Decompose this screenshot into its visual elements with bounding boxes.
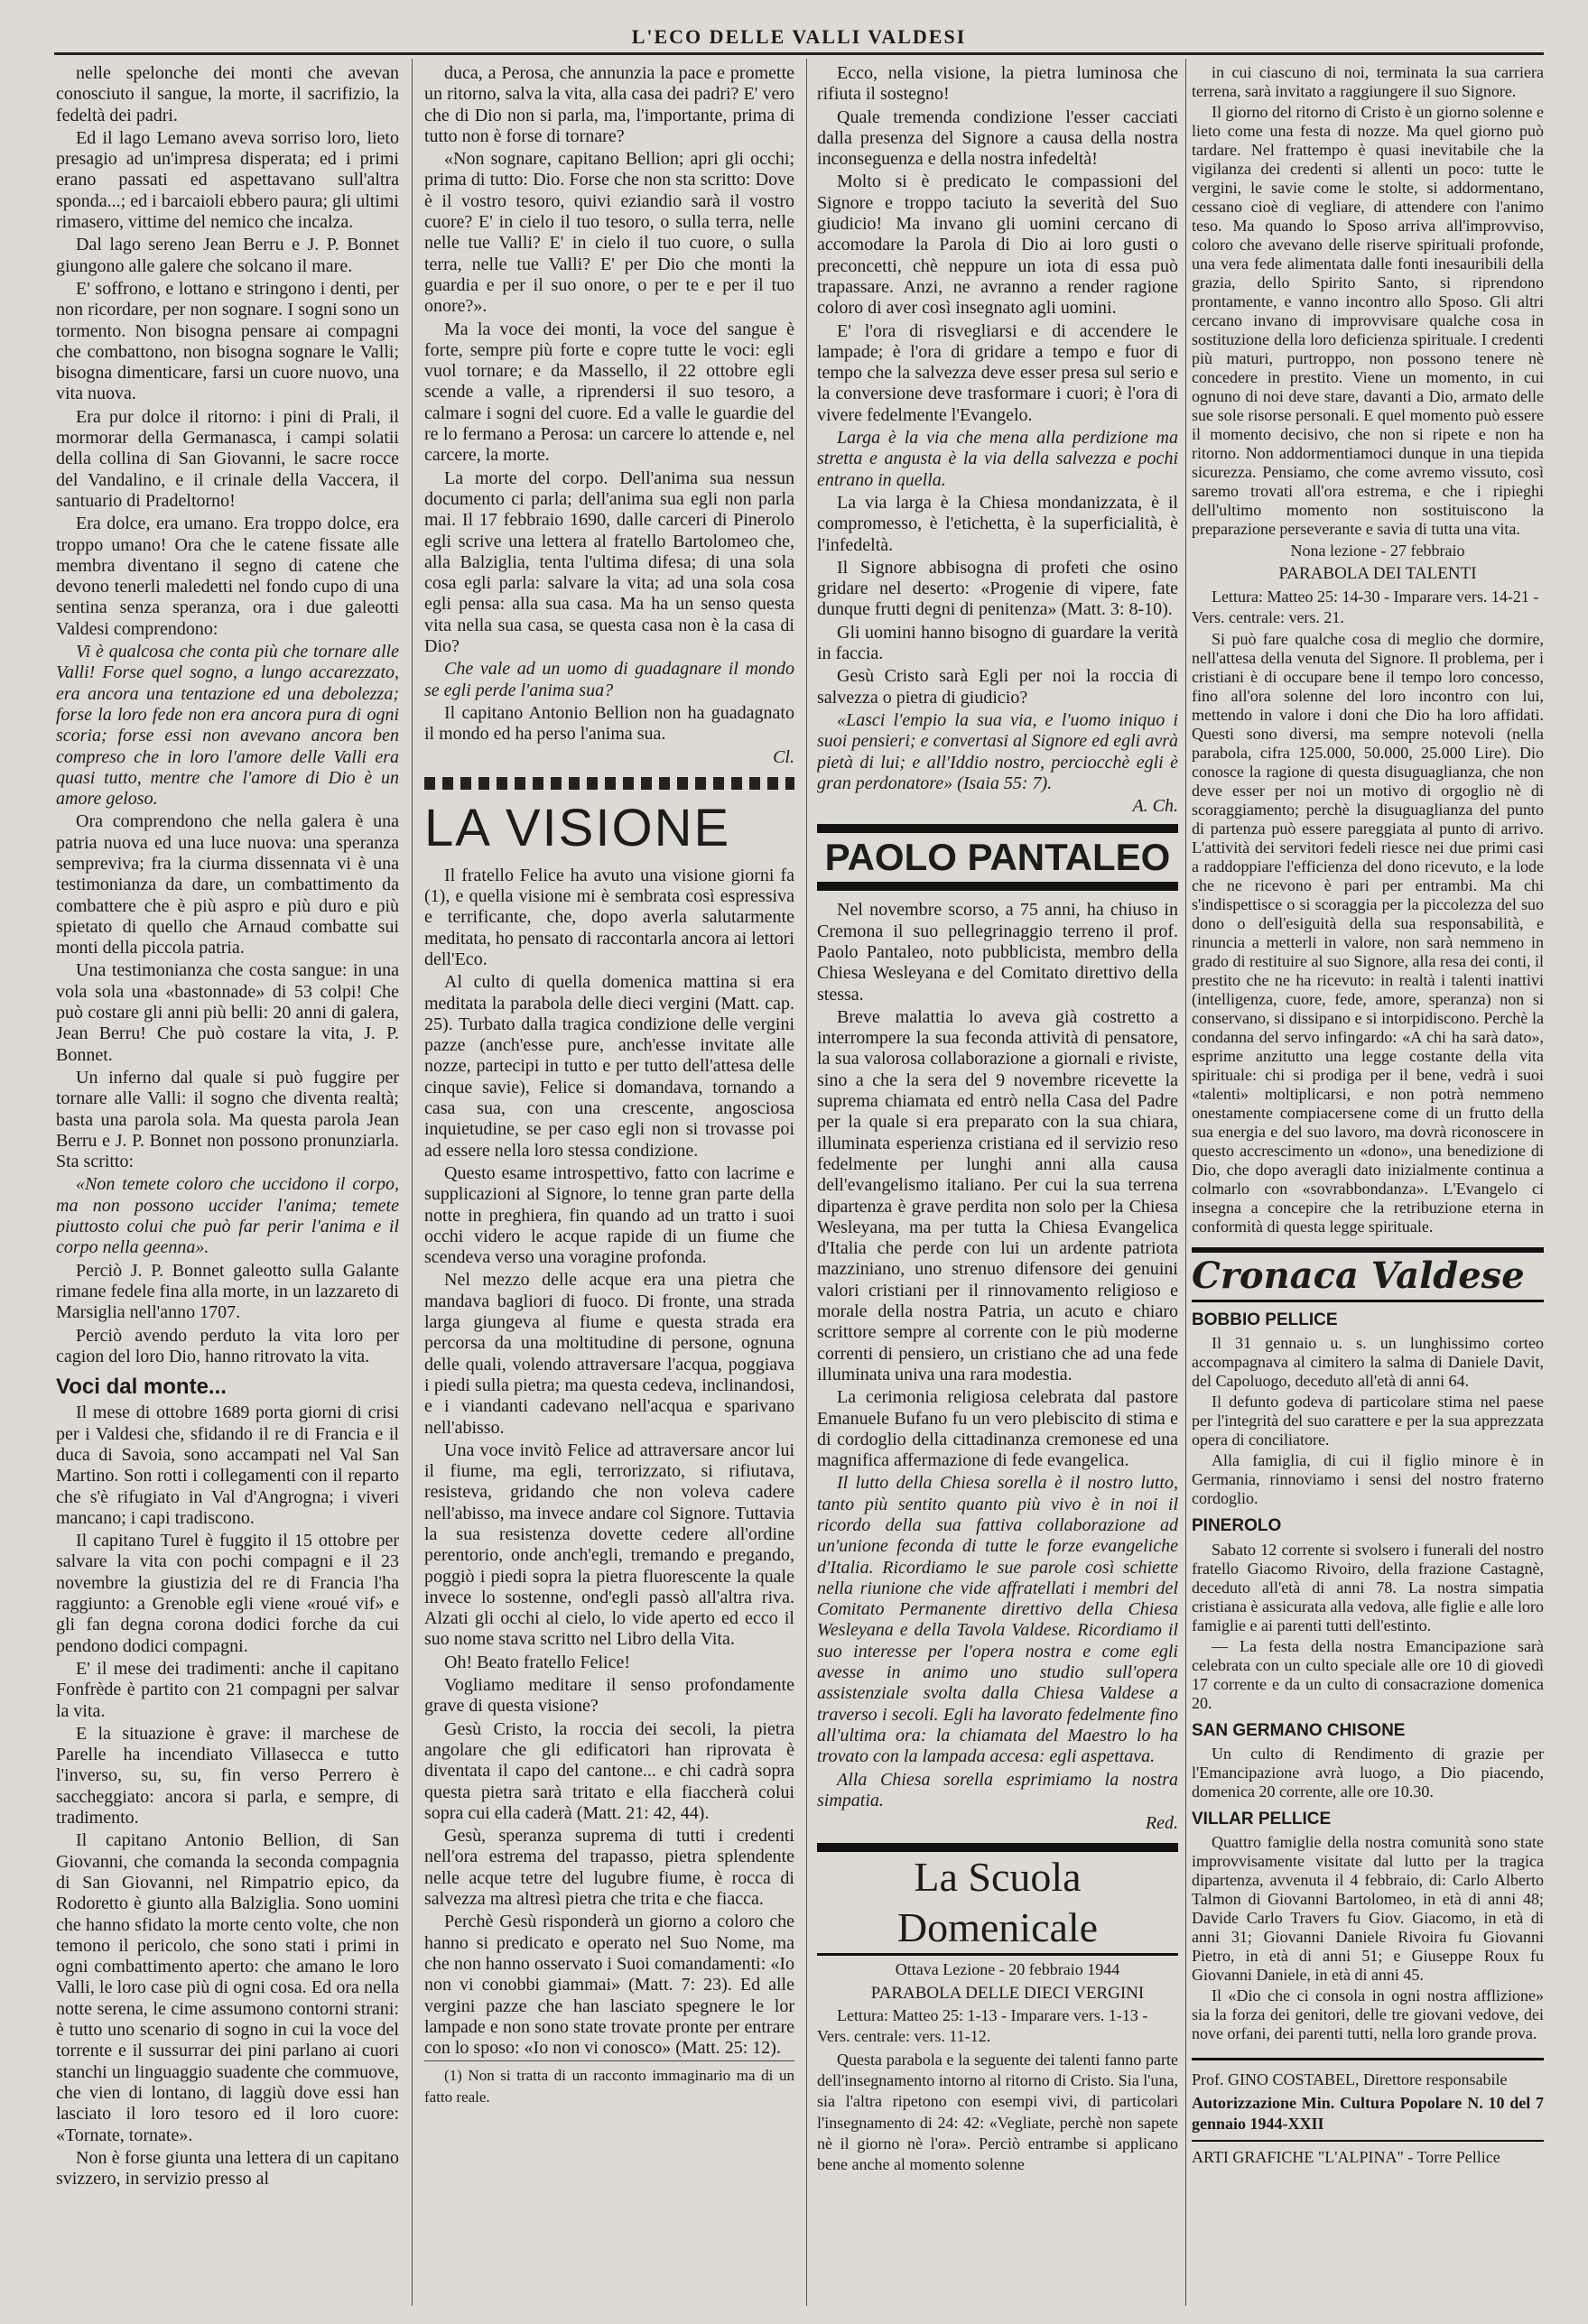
paragraph: Il capitano Antonio Bellion non ha guadagnato il mondo ed ha perso l'anima sua. xyxy=(424,702,794,745)
column-3 xyxy=(817,63,1178,2301)
paragraph: Breve malattia lo aveva già costretto a interrompere la sua feconda attività di pensatore, la sua valorosa collaborazione a giornali e riviste, sino a che la sera del 9 novembre ricevette la suprema chiamata ed entrò nella Casa del Padre per la quale si era preparato con la sua chiara, illuminata esperienza cristiana ed il servizio reso fedelmente per lunghi anni alla causa dell'evangelismo italiano. Per cui la sua terrena dipartenza è grave perdita non solo per la Chiesa Wesleyana, ma per tutta la Chiesa Evangelica d'Italia che perde con lui un ardente patriota mazziniano, uno strenuo difensore dei genuini valori cristiani per il rinnovamento religioso e morale della nostra Patria, un acuto e chiaro scrittore sempre al corrente con le più moderne correnti di pensiero, un cristiano che ad una fede illuminata univa una rara modestia. xyxy=(817,1006,1178,1384)
footnote: (1) Non si tratta di un racconto immaginario ma di un fatto reale. xyxy=(424,2060,794,2107)
printer-line: ARTI GRAFICHE "L'ALPINA" - Torre Pellice xyxy=(1192,2140,1544,2168)
paragraph: duca, a Perosa, che annunzia la pace e promette un ritorno, salva la vita, alla casa dei padri? E' vero che di Dio non si parla, ma, l'importante, prima di tutto non è forse di tornare? xyxy=(424,63,794,146)
quote: Larga è la via che mena alla perdizione ma stretta e angusta è la via della salvezza e pochi entrano in quella. xyxy=(817,428,1178,490)
paragraph: Alla famiglia, di cui il figlio minore è in Germania, rinnoviamo i sensi del nostro fraterno cordoglio. xyxy=(1192,1451,1544,1508)
paragraph: Ecco, nella visione, la pietra luminosa che rifiuta il sostegno! xyxy=(817,63,1178,105)
paragraph: Nel novembre scorso, a 75 anni, ha chiuso in Cremona il suo pellegrinaggio terreno il prof. Paolo Pantaleo, noto pubblicista, membro della Chiesa Wesleyana e del Comitato direttivo della stessa. xyxy=(817,900,1178,1005)
paragraph: E' l'ora di risvegliarsi e di accendere le lampade; è l'ora di gridare a tempo e fuor di tempo che la salvezza deve esser presa sul serio e la conversione deve trasformare i cuori; è l'ora di vivere fedelmente l'Evangelo. xyxy=(817,320,1178,425)
column-divider xyxy=(1185,59,1186,2306)
paragraph: Ed il lago Lemano aveva sorriso loro, lieto presagio ad un'impresa disperata; ed i primi erano passati ed aspettavano sull'altra sponda...; ed i barcaioli ebbero paura; gli ultimi rimasero, vittime del nemico che incalza. xyxy=(56,127,399,233)
signature: Red. xyxy=(1145,1813,1178,1834)
signature: A. Ch. xyxy=(1132,796,1178,817)
paragraph: Perciò avendo perduto la vita loro per cagion del loro Dio, hanno ritrovato la vita. xyxy=(56,1325,399,1366)
paragraph: Un inferno dal quale si può fuggire per tornare alle Valli: il sogno che diventa realtà; basta una parola sola. Ma questa parola Jean Berru e J. P. Bonnet non possono pronunziarla. Sta scritto: xyxy=(56,1067,399,1172)
paragraph: Una testimonianza che costa sangue: in una vola sola una «bastonnade» di 53 colpi! Che può costare gli anni più belli: 20 anni di galera, Jean Berru! Che può costare la vita, J. P. Bonnet. xyxy=(56,960,399,1065)
reading-line: Lettura: Matteo 25: 1-13 - Imparare vers. 1-13 - Vers. centrale: vers. 11-12. xyxy=(817,2006,1148,2046)
colophon xyxy=(1192,2058,1544,2168)
director-line: Prof. GINO COSTABEL, Direttore responsabile xyxy=(1192,2070,1508,2089)
lesson-subtitle: Ottava Lezione - 20 febbraio 1944 xyxy=(895,1960,1120,1979)
quote: Che vale ad un uomo di guadagnare il mondo se egli perde l'anima sua? xyxy=(424,659,794,700)
paragraph: Gesù, speranza suprema di tutti i credenti nell'ora estrema del trapasso, pietra splendente nelle acque tetre del lugubre fiume, è rocca di salvezza ma altresì pietra che trita e che fiacca. xyxy=(424,1826,794,1910)
paragraph: Quale tremenda condizione l'esser cacciati dalla presenza del Signore a causa della nostra inconseguenza e della nostra infedeltà! xyxy=(817,106,1178,170)
masthead: L'ECO DELLE VALLI VALDESI xyxy=(54,25,1544,55)
paragraph: Perciò J. P. Bonnet galeotto sulla Galante rimane fedele fina alla morte, in un lazzareto di Marsiglia nell'anno 1707. xyxy=(56,1260,399,1323)
decorative-border xyxy=(424,777,794,790)
paragraph: Perchè Gesù risponderà un giorno a coloro che hanno si predicato e operato nel Suo Nome, ma che non hanno osservato i Suoi comandamenti: «Io non vi conobbi giammai» (Matt. 7: 23). Ed alle vergini pazze che han lasciato spegnere le lor lampade e non sono state trovate pronte per entrare con lo sposo: «Io non vi conosco» (Matt. 25: 12). xyxy=(424,1912,794,2059)
location-heading: SAN GERMANO CHISONE xyxy=(1192,1720,1406,1740)
paragraph: Non è forse giunta una lettera di un capitano svizzero, in servizio presso al xyxy=(56,2147,399,2190)
location-heading: PINEROLO xyxy=(1192,1516,1282,1536)
paragraph: Dal lago sereno Jean Berru e J. P. Bonnet giungono alle galere che solcano il mare. xyxy=(56,235,399,276)
parable-title: PARABOLA DEI TALENTI xyxy=(1278,564,1477,584)
paragraph: Il mese di ottobre 1689 porta giorni di crisi per i Valdesi che, sfidando il re di Francia e il duca di Savoia, sono accampati nel Val San Martino. Son rotti i collegamenti con il reparto che s'è rifugiato in Val d'Angrogna; i viveri mancano; i capi tradiscono. xyxy=(56,1403,399,1528)
paragraph: Il 31 gennaio u. s. un lunghissimo corteo accompagnava al cimitero la salma di Daniele Davit, del Capoluogo, deceduto all'età di anni 64. xyxy=(1192,1334,1544,1391)
paragraph: Molto si è predicato le compassioni del Signore e troppo taciuto la severità del Suo giudicio! Ma invano gli uomini cercano di accomodare la Parola di Dio ai loro gusti o preconcetti, chè neppure un iota di essa può trapassare. Anzi, ne avranno a render ragione coloro di aver così insegnato agli uomini. xyxy=(817,171,1178,319)
paragraph: Questa parabola e la seguente dei talenti fanno parte dell'insegnamento intorno al ritorno di Cristo. Sia l'una, sia l'altra ripetono con esempi vivi, di particolari l'insegnamento di 24: 42: «Vegliate, perchè non sapete nè il giorno nè l'ora». Perciò entrambe si applicano bene anche al momento solenne xyxy=(817,2050,1178,2174)
column-1 xyxy=(56,63,399,2301)
authorization-line: Autorizzazione Min. Cultura Popolare N. 10 del 7 gennaio 1944-XXII xyxy=(1192,2093,1544,2133)
column-4 xyxy=(1192,63,1544,2301)
paragraph: in cui ciascuno di noi, terminata la sua carriera terrena, sarà invitato a raggiungere il suo Signore. xyxy=(1192,63,1544,100)
paragraph: Alla Chiesa sorella esprimiamo la nostra simpatia. xyxy=(817,1769,1178,1810)
paragraph: Il «Dio che ci consola in ogni nostra afflizione» sia la forza dei genitori, delle tre giovani vedove, dei nove orfani, dei parenti tutti, nella loro grande prova. xyxy=(1192,1986,1544,2043)
paragraph: Ora comprendono che nella galera è una patria nuova ed una luce nuova: una speranza sempreviva; fra la ciurma dissennata vi è una testimonianza da dare, un combattimento da combattere che è più aspro e più duro e più spietato di quello che Arnaud combatte sui monti della piccola patria. xyxy=(56,811,399,958)
paragraph: Un culto di Rendimento di grazie per l'Emancipazione avrà luogo, a Dio piacendo, domenica 20 corrente, alle ore 10.30. xyxy=(1192,1745,1544,1801)
paragraph: Ma la voce dei monti, la voce del sangue è forte, sempre più forte e copre tutte le voci: egli vuol tornare; e da Massello, il 22 ottobre egli scende a valle, a riprendersi il suo tesoro, a calmare i sogni del cuore. Ed a valle le guardie del re lo fermano a Perosa: un carcere lo attende e, nel carcere, la morte. xyxy=(424,319,794,466)
paragraph: E' il mese dei tradimenti: anche il capitano Fonfrède è partito con 21 compagni per salvar la vita. xyxy=(56,1658,399,1721)
paragraph: Al culto di quella domenica mattina si era meditata la parabola delle dieci vergini (Matt. cap. 25). Turbato dalla tragica condizione delle vergini pazze (anch'esse pure, anch'esse invitate alle nozze, partecipi in tutto e per tutto dell'attesa delle cinque savie), Felice si domandava, tornando a casa sua, con una crescente, angosciosa inquietudine, se per caso egli non si trovasse poi ad essere nella loro stessa condizione. xyxy=(424,972,794,1161)
paragraph: La morte del corpo. Dell'anima sua nessun documento ci parla; dell'anima sua egli non parla mai. Il 17 febbraio 1690, dalle carceri di Pinerolo egli scrive una lettera al fratello Bartolomeo che, alla Balziglia, tenta l'ultima difesa; di una sola cosa egli parla: salvare la vita; ad una sola cosa egli pensa: alla sua casa. Ma ha un senso questa vita nella sua casa, se questa casa non è la casa di Dio? xyxy=(424,468,794,657)
location-heading: VILLAR PELLICE xyxy=(1192,1810,1332,1829)
section-title: Voci dal monte... xyxy=(56,1375,227,1400)
column-2 xyxy=(424,63,794,2301)
paragraph: Il Signore abbisogna di profeti che osino gridare nel deserto: «Progenie di vipere, fate dunque frutti degni di penitenza» (Matt. 3: 8-10). xyxy=(817,557,1178,620)
paragraph: La via larga è la Chiesa mondanizzata, è il compromesso, è l'etichetta, è la superficialità, è l'infedeltà. xyxy=(817,492,1178,555)
location-heading: BOBBIO PELLICE xyxy=(1192,1310,1338,1330)
column-divider xyxy=(412,59,413,2306)
article-title: LA VISIONE xyxy=(424,798,731,857)
paragraph: Si può fare qualche cosa di meglio che dormire, nell'attesa della venuta del Signore. Il problema, per i cristiani è di occupare bene il tempo loro concesso, fino all'ora solenne del loro incontro con lui, mettendo in valore i doni che Dio ha loro affidati. Questi sono diversi, ma sempre notevoli (nella parabola, cifra 125.000, 50.000, 25.000 Lire). Dio conosce la ragione di questa disuguaglianza, che non deve esser per noi un motivo di orgoglio nè di scoraggiamento; perchè la disuguaglianza del punto di partenza può essere pareggiata al punto di arrivo. L'attività dei servitori fedeli riesce nei due primi casi a raddoppiare l'efficienza del dono ricevuto, e la lode che ne ricevono è pari per entrambi. Ma chi s'indispettisce o si scoraggia per la piccolezza del suo dono o dell'esiguità della sua responsabilità, e rinuncia a metterli in valore, non sarà nemmeno in grado di restituire al suo Signore, alla resa dei conti, il prestito che ne ha ricevuto: in realtà i talenti inattivi (intelligenza, cuore, fede, amore, speranza) non si conservano, si dissipano e si intorpidiscono. Perchè la condanna del servo infingardo: «A chi ha sarà dato», esprime anzitutto una legge costante della vita spirituale: chi si prodiga per il bene, vedrà i suoi «talenti» moltiplicarsi, e non potrà nemmeno onestamente compiacersene come di un frutto della sua energia e del suo lavoro, ma dovrà riconoscere in questo accrescimento un «dono», una benedizione di Dio, che dopo averagli dato inizialmente continua a colmarlo con «sovrabbondanza». L'Evangelo ci insegna a concepire che la retribuzione eterna in conformità di questa legge spirituale. xyxy=(1192,630,1544,1236)
reading-line: Lettura: Matteo 25: 14-30 - Imparare vers. 14-21 - Vers. centrale: vers. 21. xyxy=(1192,587,1539,626)
paragraph: Il fratello Felice ha avuto una visione giorni fa (1), e quella visione mi è sembrata così espressiva e terrificante, che, dopo averla salutarmente meditata, ho pensato di raccontarla ancora ai lettori dell'Eco. xyxy=(424,865,794,969)
paragraph: Vi è qualcosa che conta più che tornare alle Valli! Forse quel sogno, a lungo accarezzato, era ancora una tentazione ed una debolezza; forse la loro fede non era ancora pura di ogni scoria; forse essi non avevano ancora ben compreso che in loro l'amore delle Valli era quasi tutto, mentre che l'amore di Dio è un amore geloso. xyxy=(56,642,399,810)
paragraph: Gesù Cristo, la roccia dei secoli, la pietra angolare che gli edificatori han riprovata è diventata il capo del cantone... e chi cadrà sopra questa pietra sarà tritato e ella fiaccherà colui sopra cui ella caderà (Matt. 21: 42, 44). xyxy=(424,1718,794,1823)
paragraph: Era pur dolce il ritorno: i pini di Prali, il mormorar della Germanasca, i campi solatii della collina di San Giovanni, le sacre rocce del Vandalino, e il crinale della Vaccera, il santuario di Pradeltorno! xyxy=(56,406,399,511)
article-title: La Scuola Domenicale xyxy=(817,1843,1178,1956)
paragraph: Il lutto della Chiesa sorella è il nostro lutto, tanto più sentito quanto più vivo è in noi il ricordo della sua fattiva collaborazione ad un'unione feconda di tutte le forze evangeliche d'Italia. Ricordiamo le sue parole così schiette nella riunione che vide affratellati i membri del Comitato Permanente direttivo della Chiesa Wesleyana e della Tavola Valdese. Ricordiamo il suo interesse per l'opera nostra e come egli avesse in animo uno studio sull'opera assistenziale svolta dalla Chiesa Valdese a traverso i secoli. Egli ha lavorato fedelmente fino all'ultima ora: la chiamata del Maestro lo ha trovato con la lampada accesa: egli aspettava. xyxy=(817,1473,1178,1767)
paragraph: Il capitano Antonio Bellion, di San Giovanni, che comanda la seconda compagnia di San Giovanni, nel Rimpatrio epico, da Rodoretto è giunto alla Balziglia. Sono uomini che hanno sfidato la morte cento volte, che non temono il pericolo, che sono stati i primi in ogni combattimento aperto: che amano le loro Valli, le loro case più di ogni cosa. Ed ora nella notte serena, le cime assumono contorni strani: è tutto uno scenario di sogno in cui la voce del torrente e il sussurrar dei pini parlano ai cuori stanchi un linguaggio suadente che commuove, che vien di lontano, di laggiù dove essi han lasciato il loro tesoro ed il loro cuore: «Tornate, tornate». xyxy=(56,1830,399,2145)
section-title: Cronaca Valdese xyxy=(1192,1247,1544,1302)
paragraph: nelle spelonche dei monti che avevan conosciuto il sangue, la morte, il sacrifizio, la fedeltà dei padri. xyxy=(56,63,399,125)
paragraph: Quattro famiglie della nostra comunità sono state improvvisamente visitate dal lutto per la tragica dipartenza, avvenuta il 4 febbraio, di: Carlo Alberto Talmon di Giovanni Bartolomeo, in età di anni 48; Davide Carlo Travers fu Giov. Giacomo, in età di anni 31; Giovanni Daniele Rivoira fu Giovanni Pietro, in età di anni 51; e Giuseppe Roux fu Giovanni Daniele, in età di anni 45. xyxy=(1192,1833,1544,1985)
paragraph: Era dolce, era umano. Era troppo dolce, era troppo umano! Ora che le catene fissate alle membra diventano il segno di catene che devono tenerli maledetti nel fondo cupo di una sentina senza speranza, ora i due galeotti Valdesi comprendono: xyxy=(56,514,399,639)
paragraph: Sabato 12 corrente si svolsero i funerali del nostro fratello Giacomo Rivoiro, della frazione Castagnè, deceduto all'età di anni 78. La nostra simpatia cristiana è assicurata alla vedova, alle figlie e alle loro famiglie e ai parenti tutti dell'estinto. xyxy=(1192,1540,1544,1634)
article-title: PAOLO PANTALEO xyxy=(817,824,1178,891)
signature: Cl. xyxy=(773,746,794,767)
quote: «Lasci l'empio la sua via, e l'uomo iniquo i suoi pensieri; e convertasi al Signore ed egli avrà pietà di lui; e all'Iddio nostro, perciocchè egli è gran perdonatore» (Isaia 55: 7). xyxy=(817,709,1178,793)
paragraph: Oh! Beato fratello Felice! xyxy=(444,1652,631,1672)
parable-title: PARABOLA DELLE DIECI VERGINI xyxy=(870,1983,1145,2003)
paragraph: Vogliamo meditare il senso profondamente grave di questa visione? xyxy=(424,1675,794,1717)
column-divider xyxy=(806,59,807,2306)
paragraph: Una voce invitò Felice ad attraversare ancor lui il fiume, ma egli, terrorizzato, si rifiutava, resisteva, gridando che non voleva cadere nell'abisso, ma invece andare col Signore. Tuttavia la sua resistenza dovette cedere all'ordine perentorio, onde anch'egli, tremando e pregando, poggiò i piedi sopra la pietra fluorescente la quale invece lo sostenne, ond'egli passò all'altra riva. Alzati gli occhi al cielo, lo vide aperto ed ecco il suo nome stava scritto nel Libro della Vita. xyxy=(424,1440,794,1650)
paragraph: «Non sognare, capitano Bellion; apri gli occhi; prima di tutto: Dio. Forse che non sta scritto: Dove è il vostro tesoro, quivi eziandio sarà il vostro cuore? E' in cielo il tuo tesoro, o sulla terra, nelle nelle tue Valli? E' in cielo il tuo cuore, o sulla terra, nelle tue Valli? E' per Dio che monti la guardia e per il suo onore, o per te e per il tuo onore?». xyxy=(424,149,794,317)
lesson-subtitle: Nona lezione - 27 febbraio xyxy=(1290,542,1465,560)
quote: «Non temete coloro che uccidono il corpo, ma non possono uccider l'anima; temete piuttosto colui che può far perir l'anima e il corpo nella geenna». xyxy=(56,1174,399,1258)
paragraph: Gli uomini hanno bisogno di guardare la verità in faccia. xyxy=(817,622,1178,664)
paragraph: Questo esame introspettivo, fatto con lacrime e supplicazioni al Signore, lo tenne gran parte della notte in preghiera, fin quando ad un tratto i suoi occhi videro le acque rapide di un fiume che scendeva verso una voragine profonda. xyxy=(424,1162,794,1268)
paragraph: E' soffrono, e lottano e stringono i denti, per non ricordare, per non sognare. I sogni sono un tormento. Non bisogna pensare ai compagni che combattono, non bisogna sognare le Valli; bisogna dimenticare, farsi un cuore nuovo, una vita nuova. xyxy=(56,278,399,404)
paragraph: Gesù Cristo sarà Egli per noi la roccia di salvezza o pietra di giudicio? xyxy=(817,666,1178,708)
paragraph: Il defunto godeva di particolare stima nel paese per l'integrità del suo carattere e per la sua apprezzata opera di conciliatore. xyxy=(1192,1393,1544,1449)
paragraph: La cerimonia religiosa celebrata dal pastore Emanuele Bufano fu un vero plebiscito di stima e di cordoglio della cittadinanza cremonese ed una magnifica affermazione di fede evangelica. xyxy=(817,1387,1178,1471)
paragraph: Il giorno del ritorno di Cristo è un giorno solenne e lieto come una festa di nozze. Ma quel giorno può tardare. Nel frattempo è quasi inevitabile che la vigilanza dei credenti si allenti un poco: tutte le vergini, le savie come le stolte, si addormentano, cessano cioè di vegliare, di attendere con l'animo teso. Ma quando lo Sposo arriva all'improvviso, coloro che avevano delle riserve spirituali profonde, una vera fede alimentata dalle fonti inesauribili della grazia, dello Spirito Santo, si riprendono prontamente, e vanno incontro allo Sposo. Gli altri cercano invano di improvvisare qualche cosa in sostituzione della loro deficienza spirituale. I credenti più maturi, purtroppo, non possono tenere nè concedere in prestito. Viene un momento, in cui ognuno di noi deve stare, davanti a Dio, armato delle sue sole risorse personali. E quel momento può essere il momento decisivo, che non si ripete e non ha ritorno. Non addormentiamoci dunque in una tiepida sicurezza. Pensiamo, che come avremo vissuto, così saremo trovati all'ora estrema, e che i ripieghi dell'ultimo momento non sostituiscono la preparazione perseverante e savia di tutta una vita. xyxy=(1192,103,1544,538)
paragraph: Nel mezzo delle acque era una pietra che mandava bagliori di fuoco. Di fronte, una strada larga giungeva al fiume e questa strada era percorsa da una moltitudine di persone, ognuna delle quali, volendo attraversare l'acqua, poggiava i piedi sulla pietra; ma questa cedeva, inclinandosi, e i viandanti cadevano nell'acqua e sparivano nell'abisso. xyxy=(424,1270,794,1438)
paragraph: Il capitano Turel è fuggito il 15 ottobre per salvare la vita con pochi compagni e il 23 novembre la giustizia del re di Francia l'ha raggiunto: a Grenoble egli viene «roué vif» e gli fan degna corona dodici forche da cui pendono dodici compagni. xyxy=(56,1531,399,1656)
paragraph: — La festa della nostra Emancipazione sarà celebrata con un culto speciale alle ore 10 di giovedì 17 corrente e da un culto di consacrazione domenica 20. xyxy=(1192,1636,1544,1712)
paragraph: E la situazione è grave: il marchese de Parelle ha incendiato Villasecca e tutto l'inverso, su, su, fin verso Perrero è saccheggiato: ancora si parla, e sempre, di tradimento. xyxy=(56,1723,399,1829)
